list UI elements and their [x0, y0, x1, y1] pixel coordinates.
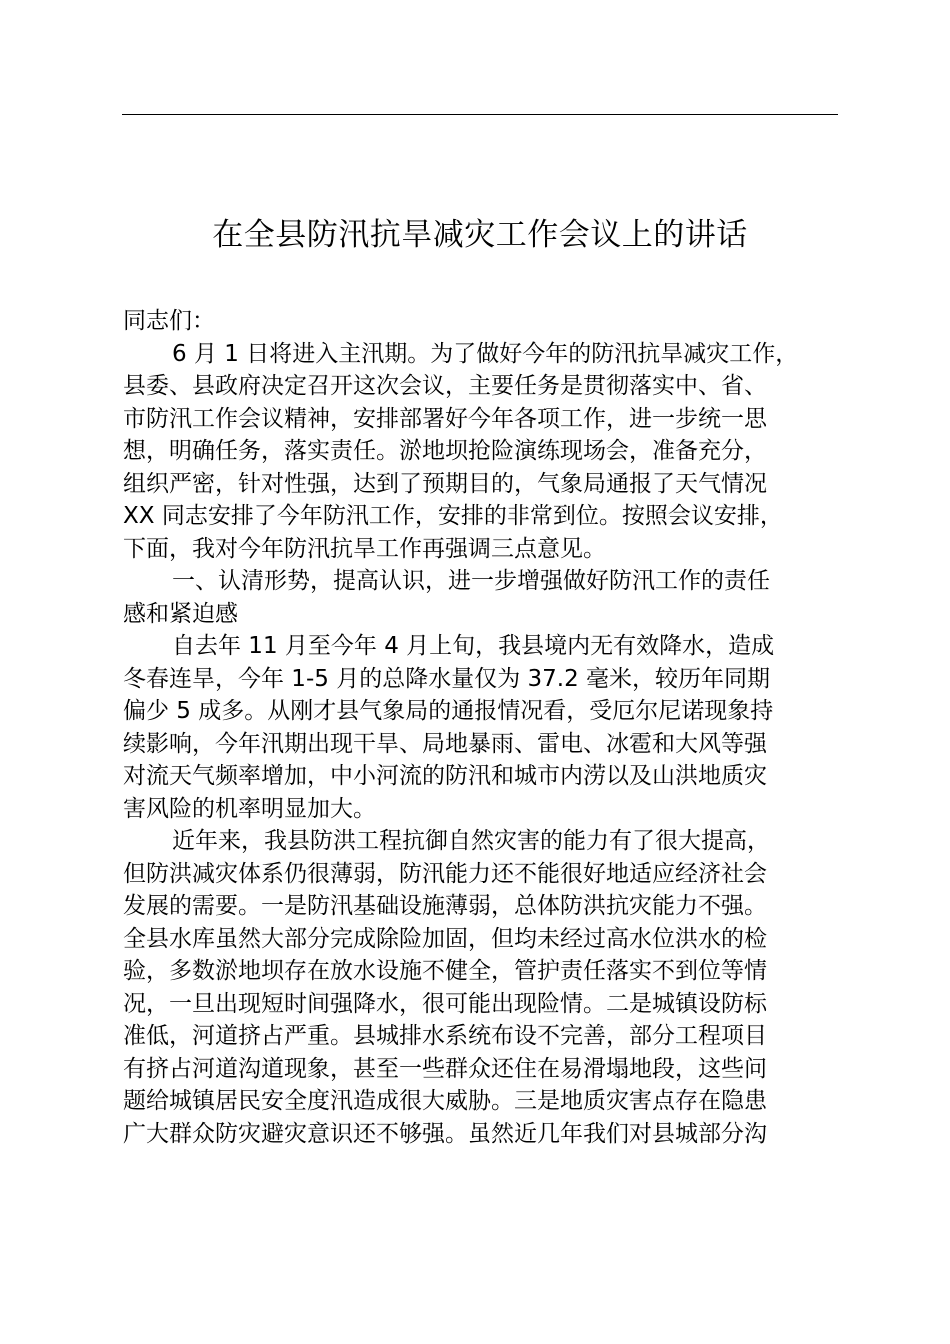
- body-line: 害风险的机率明显加大。: [123, 795, 376, 822]
- body-line: 县委、县政府决定召开这次会议，主要任务是贯彻落实中、省、: [123, 373, 767, 399]
- salutation-line: 同志们：: [123, 308, 215, 334]
- body-line: 自去年 11 月至今年 4 月上旬，我县境内无有效降水，造成: [172, 633, 775, 659]
- body-line: 偏少 5 成多。从刚才县气象局的通报情况看，受厄尔尼诺现象持: [123, 698, 774, 724]
- body-line: 市防汛工作会议精神，安排部署好今年各项工作，进一步统一思: [123, 405, 767, 432]
- body-line: 近年来，我县防洪工程抗御自然灾害的能力有了很大提高，: [172, 828, 770, 854]
- body-line: 组织严密，针对性强，达到了预期目的，气象局通报了天气情况: [123, 470, 767, 497]
- body-line: 下面，我对今年防汛抗旱工作再强调三点意见。: [123, 535, 606, 562]
- body-line: 广大群众防灾避灾意识还不够强。虽然近几年我们对县城部分沟: [123, 1120, 767, 1147]
- body-line: XX 同志安排了今年防汛工作，安排的非常到位。按照会议安排，: [123, 503, 783, 529]
- body-line: 想，明确任务，落实责任。淤地坝抢险演练现场会，准备充分，: [123, 438, 767, 464]
- document-title: 在全县防汛抗旱减灾工作会议上的讲话: [212, 217, 748, 253]
- body-line: 冬春连旱，今年 1-5 月的总降水量仅为 37.2 毫米，较历年同期: [123, 665, 771, 692]
- body-line: 验，多数淤地坝存在放水设施不健全，管护责任落实不到位等情: [123, 958, 767, 984]
- section-heading-line: 感和紧迫感: [123, 600, 238, 627]
- body-line: 题给城镇居民安全度汛造成很大威胁。三是地质灾害点存在隐患: [123, 1088, 767, 1114]
- body-line: 有挤占河道沟道现象，甚至一些群众还住在易滑塌地段，这些问: [123, 1055, 767, 1082]
- body-line: 准低，河道挤占严重。县城排水系统布设不完善，部分工程项目: [123, 1023, 767, 1049]
- header-rule: [122, 114, 838, 115]
- body-line: 续影响，今年汛期出现干旱、局地暴雨、雷电、冰雹和大风等强: [123, 730, 767, 757]
- body-line: 但防洪减灾体系仍很薄弱，防汛能力还不能很好地适应经济社会: [123, 860, 767, 887]
- body-line: 况，一旦出现短时间强降水，很可能出现险情。二是城镇设防标: [123, 990, 767, 1017]
- body-line: 6 月 1 日将进入主汛期。为了做好今年的防汛抗旱减灾工作，: [172, 340, 799, 367]
- body-line: 全县水库虽然大部分完成除险加固，但均未经过高水位洪水的检: [123, 925, 767, 952]
- body-line: 发展的需要。一是防汛基础设施薄弱，总体防洪抗灾能力不强。: [123, 893, 767, 919]
- document-body: [123, 305, 863, 1150]
- body-line: 对流天气频率增加，中小河流的防汛和城市内涝以及山洪地质灾: [123, 763, 767, 789]
- section-heading-line: 一、认清形势，提高认识，进一步增强做好防汛工作的责任: [172, 568, 770, 594]
